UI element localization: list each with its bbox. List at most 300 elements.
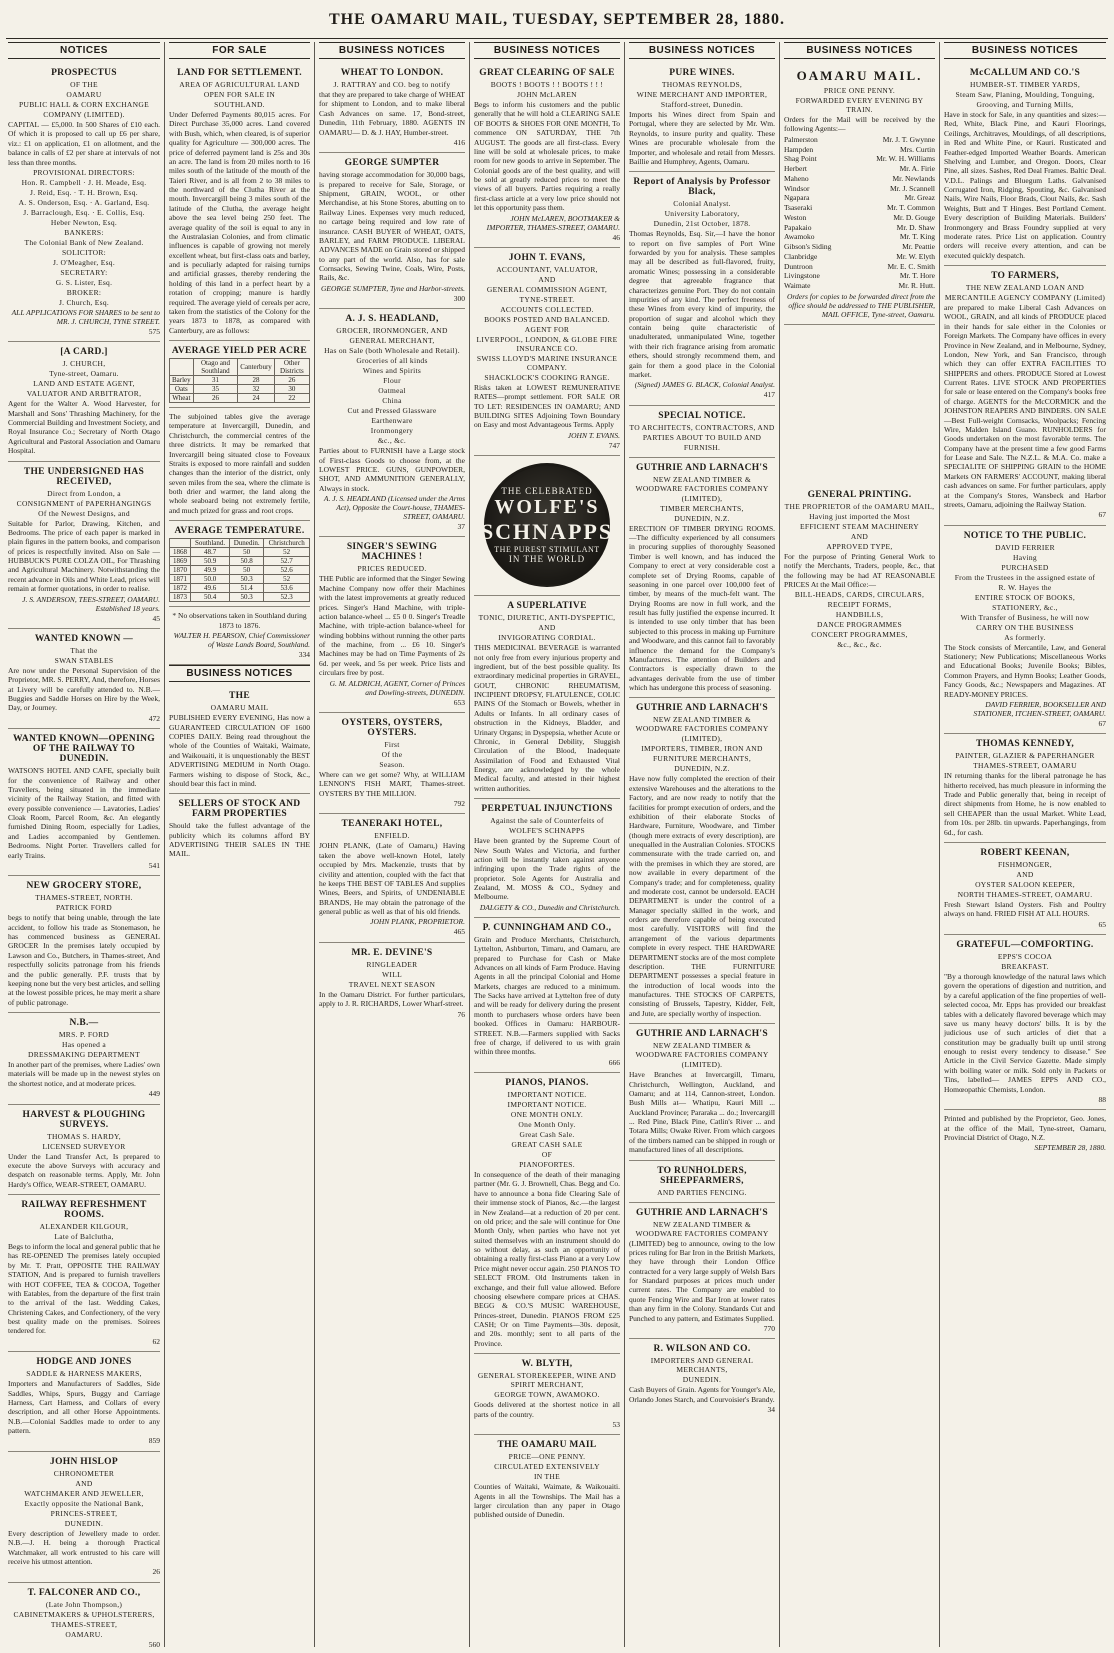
ad-subline: NEW ZEALAND TIMBER & WOODWARE FACTORIES COMPANY [635, 474, 769, 493]
agent-row [784, 252, 935, 262]
ad-number: 46 [612, 232, 620, 242]
table-row [170, 385, 310, 394]
ad-body: In the Oamaru District. For further particulars, apply to J. R. RICHARDS, Lower Wharf-street. [319, 989, 465, 1009]
agent-town: Weston [784, 212, 807, 222]
ad-subline: Of the Newest Designs, and [38, 508, 130, 518]
column-heading: FOR SALE [169, 42, 310, 59]
advertisement [629, 172, 775, 405]
ad-signature: G. M. ALDRICH, AGENT, Corner of Princes and Dowling-streets, DUNEDIN. [329, 678, 465, 697]
ad-headline: W. BLYTH, [521, 1359, 573, 1370]
table-cell: 24 [238, 394, 275, 403]
ad-subline: PAINTER, GLAZIER & PAPERHANGER [955, 751, 1095, 761]
ad-subline: HUMBER-ST. TIMBER YARDS, [970, 80, 1080, 89]
ad-number: 792 [453, 799, 465, 808]
ad-subline: PRICE ONE PENNY. [823, 86, 896, 95]
ad-headline: RAILWAY REFRESHMENT ROOMS. [21, 1200, 147, 1220]
ad-subline: Direct from London, a [47, 488, 121, 498]
ad-subline: OAMARU. [65, 1629, 103, 1639]
data-table [169, 358, 310, 403]
ad-body: THE Public are informed that the Singer Sewing Machine Company now offer their Machines with the latest improvements at greatly reduced prices. Singer's Hand Machine, with triple-action balance-wheel ... £5 0 0. Singer's Treadle Machine, with triple-action balance-wheel for winding bobbins without running the other parts of the machine, from ... £6 10. Singer's Machines may be had on Time Payments of 2s 6d. per week, and 5s per week. Price lists and circulars free by post. [319, 574, 466, 678]
ad-headline: GENERAL PRINTING. [807, 489, 912, 500]
agents-list [784, 135, 935, 291]
ad-subline: CHRONOMETER [53, 1468, 115, 1478]
ad-number: 666 [608, 1057, 620, 1067]
ad-subline: Earthenware [371, 416, 413, 426]
ad-subline: FORWARDED EVERY EVENING BY TRAIN. [795, 96, 924, 114]
ad-subline: TIMBER MERCHANTS, [660, 503, 744, 513]
advertisement [629, 1161, 775, 1203]
table-cell: 52.7 [264, 557, 310, 566]
ad-subline: PRINCES-STREET, [50, 1508, 118, 1518]
agent-town: Duntroon [784, 261, 813, 271]
ad-subline: GENERAL MERCHANT, [349, 336, 435, 346]
ad-headline: THE UNDERSIGNED HAS RECEIVED, [23, 466, 145, 487]
ad-number: 76 [457, 1009, 465, 1019]
advertisement [169, 408, 310, 521]
table-cell: 50.3 [230, 593, 264, 602]
ad-subline: IMPORTERS AND GENERAL MERCHANTS, [650, 1356, 754, 1375]
ad-body: Thomas Reynolds, Esq. Sir,—I have the honor to report on five samples of Port Wine forwarded by you for analysis. These samples may all be described as full-flavored, fruity, aromatic Wines; possessing in a considerable degree that agreeable fragrance that characterizes genuine Port. They do not contain impurities of any kind. The perfect freeness of these Wines from every kind of impurity, the proportion of sugar and alcohol which they contain being quite characteristic of unadulterated, unmanipulated Wine, together with their rich fragrance arising from aromatic ethers, should strongly recommend them, and gain for them a good place in the Colonial market. [629, 229, 775, 379]
ad-headline: GEORGE SUMPTER [344, 158, 440, 169]
ad-number: 541 [148, 860, 160, 870]
table-row [170, 548, 310, 557]
column-business-5 [939, 42, 1110, 1647]
ad-subline: DUNEDIN. [64, 1518, 104, 1528]
ad-headline: AVERAGE TEMPERATURE. [174, 526, 305, 537]
column-heading: BUSINESS NOTICES [319, 42, 465, 59]
ad-body: Under the Land Transfer Act, Is prepared to execute the above Surveys with accuracy and despatch on reasonable terms. Apply, Mr. John Hardy's Office, WEAR-STREET, OAMARU. [8, 1151, 160, 1189]
ad-number: 67 [1098, 718, 1106, 728]
ad-subline: TRAVEL NEXT SEASON [348, 979, 436, 989]
ad-subline: LIVERPOOL, LONDON, & GLOBE FIRE INSURANCE CO. [476, 334, 618, 353]
ad-subline: MERCANTILE AGENCY COMPANY (Limited) [944, 293, 1106, 302]
ad-subline: AND [538, 623, 556, 633]
logo-text: THE CELEBRATED [501, 486, 593, 497]
column-heading: BUSINESS NOTICES [474, 42, 620, 59]
column-for-sale [164, 42, 314, 1647]
ad-subline: Has opened a [61, 1040, 106, 1049]
ad-subline: From the Trustees in the assigned estate of [954, 572, 1096, 582]
table-cell: Barley [170, 376, 194, 385]
advertisement [169, 63, 310, 341]
ad-subline: NEW ZEALAND TIMBER & WOODWARE FACTORIES COMPANY [635, 1041, 769, 1060]
ad-body: Risks taken at LOWEST REMUNERATIVE RATES—prompt settlement. FOR SALE OR TO LET: RESIDENCES IN OAMARU; AND BUILDING SITES Adjoining Town Boundary on Easy and most Advantageous Terms. Apply [474, 382, 620, 430]
ad-subline: ONE MONTH ONLY. [510, 1110, 584, 1119]
ad-subline: SWAN STABLES [54, 655, 114, 665]
agent-row [784, 193, 935, 203]
ad-number: 575 [148, 326, 160, 336]
blank-space [784, 325, 935, 485]
table-cell: 51.4 [230, 584, 264, 593]
ad-body: The subjoined tables give the average temperature at Invercargill, Dunedin, and Christchurch, the commercial centres of the three districts. It may be remarked that Invercargill being situated close to Foveaux Straits is exposed to more rainfall and sudden changes than the interior of the district, only seven miles from the sea, where the climate is both drier and warmer, the land along the whole seaboard being not extremely fertile, and much prized for grass and root crops. [169, 412, 310, 515]
ad-subline: CIRCULATED EXTENSIVELY [494, 1462, 600, 1472]
ad-subline: DRESSMAKING DEPARTMENT [28, 1050, 140, 1059]
advertisement [8, 1352, 160, 1452]
agent-town: Awamoko [784, 232, 815, 242]
agent-name: Mr. D. Gouge [893, 212, 935, 222]
ad-subline: GENERAL COMMISSION AGENT, [486, 284, 608, 294]
agent-town: Windsor [784, 183, 810, 193]
column-business-1 [314, 42, 469, 1647]
ad-body: CAPITAL — £5,000. In 500 Shares of £10 each. Of which it is proposed to call up £6 per share, viz.: £1 on application, £1 on allotment, and the balance in calls of £2 per share at intervals of not less than three months. [8, 120, 160, 167]
agent-name: Mr. W. H. Williams [876, 154, 935, 164]
ad-subline: Steam Saw, Planing, Moulding, Tonguing, [955, 90, 1095, 99]
ad-subline: (LIMITED). [681, 1060, 723, 1070]
ad-subline: Tyne-street, Oamaru. [49, 369, 119, 379]
logo-text: WOLFE'S [494, 496, 600, 519]
table-cell: 1870 [170, 566, 191, 575]
ad-body: are prepared to make Liberal Cash Advances on WOOL, GRAIN, and all kinds of PRODUCE placed in their hands for sale either in the Colonies or Foreign Markets. The Company have offices in every Province in New Zealand, and in Melbourne, Sydney, London, New York, and San Francisco, through which they can offer EXTRA FACILITIES TO SHIPPERS and others. PRODUCE Stored at Lowest Current Rates. LIVE STOCK AND PROPERTIES for sale or lease entered on the Company's books free of charge. AGENTS for the McCORMICK and the JOHNSTON REAPERS AND BINDERS. ON SALE—Best Full-weight Cornsacks, Woolpacks; Fencing Wire, Malden Island Guano. RUNHOLDERS for Goods undertaken on the most favorable terms. The Company have at the present time a few good Farms for Lease and Sale. The N.Z.L. & M.A. Co. make a SPECIALITE OF SHIPPING GRAIN to the HOME Markets ON FARMERS' ACCOUNT, making liberal cash advances on same. For further particulars, apply at the Company's Stores, Wansbeck and Harbor streets, Oamaru, adjoining the Railway Station. [944, 303, 1106, 509]
ad-detail: PROVISIONAL DIRECTORS: [33, 167, 135, 177]
ad-subline: OF [541, 1150, 553, 1159]
agent-row [784, 174, 935, 184]
ad-subline: SHACKLOCK'S COOKING RANGE. [484, 372, 610, 382]
advertisement [8, 63, 160, 342]
ad-subline: &c., &c. [377, 436, 407, 446]
ad-subline: AGENT FOR [524, 324, 570, 334]
column-heading: BUSINESS NOTICES [169, 665, 310, 682]
ad-subline: CARRY ON THE BUSINESS [976, 622, 1074, 632]
ad-body: (LIMITED) beg to announce, owing to the low prices ruling for Bar Iron in the British Markets, they have through their London Office contracted for a very large supply of Welsh Bars for Standard purposes at prices much under current rates. The Company are enabled to quote Fencing Wire and Bar Iron at lower rates than any firm in the Colony. Standards Cut and Punched to any pattern, and Estimates Supplied. [629, 1238, 775, 1323]
ad-detail: J. Reid, Esq. · T. H. Brown, Esq. [30, 187, 138, 197]
ad-subline: Grooving, and Turning Mills, [976, 100, 1074, 109]
ad-number: 67 [1098, 510, 1106, 520]
ad-detail: RECEIPT FORMS, [827, 600, 892, 610]
ad-body: Parties about to FURNISH have a Large stock of First-class Goods to choose from, at the LOWEST PRICE. GUNS, GUNPOWDER, SHOT, AND AMMUNITION GENERALLY, Always in stock. [319, 446, 465, 493]
ad-subline: ALEXANDER KILGOUR, [39, 1222, 129, 1231]
column-heading: NOTICES [8, 42, 160, 59]
advertisement [319, 63, 465, 153]
ad-headline: Report of Analysis by Professor Black, [633, 177, 771, 198]
ad-number: 34 [767, 1405, 775, 1414]
ad-signature: JOHN PLANK, PROPRIETOR. [370, 917, 465, 927]
advertisement [784, 485, 935, 655]
table-cell: 1871 [170, 575, 191, 584]
ad-subline: DUNEDIN, N.Z. [674, 764, 730, 774]
ad-headline: PERPETUAL INJUNCTIONS [481, 804, 613, 815]
ad-subline: One Month Only. [518, 1120, 576, 1129]
ad-headline: GUTHRIE AND LARNACH'S [636, 1207, 768, 1218]
table-header-cell: Otago and Southland [193, 359, 238, 376]
table-header-cell: Christchurch [264, 539, 310, 548]
column-notices [4, 42, 164, 1647]
ad-signature: Orders for copies to be forwarded direct from the office should be addressed to THE PUBLISHER, MAIL OFFICE, Tyne-street, Oamaru. [786, 291, 935, 319]
page-title: THE OAMARU MAIL, TUESDAY, SEPTEMBER 28, 1880. [328, 11, 786, 28]
ad-headline: R. WILSON AND CO. [653, 1344, 751, 1355]
ad-note: * No observations taken in Southland during 1873 to 1876. [172, 611, 307, 630]
ad-detail: SECRETARY: [60, 267, 108, 277]
ad-subline: Having just imported the Most [809, 511, 910, 521]
agent-row [784, 213, 935, 223]
ad-subline: THAMES-STREET, OAMARU [973, 761, 1077, 771]
advertisement [319, 537, 465, 713]
agent-town: Ngapara [784, 193, 810, 203]
table-cell: 30 [274, 385, 309, 394]
table-cell: 49.9 [191, 566, 230, 575]
advertisement [944, 935, 1106, 1110]
ad-subline: EPPS'S COCOA [997, 952, 1053, 961]
ad-subline: JOHN McLAREN [517, 90, 577, 99]
ad-number: 859 [148, 1436, 160, 1446]
ad-subline: ENTIRE STOCK OF BOOKS, [974, 592, 1076, 602]
ad-body: WATSON'S HOTEL AND CAFE, specially built for the convenience of Railway and other Travellers, being situated in the immediate vicinity of the Railway Station, and fitted with every possible convenience — Lavatories, Ladies' Cloak Room, Parcel Room, &c. An elegantly furnished Dining Room, especially for Ladies, and Ladies accompanied by Gentlemen. Bedrooms. Night Porter. Travellers called for early Trains. [8, 766, 160, 860]
ad-subline: Of the [381, 749, 403, 759]
ad-headline: GUTHRIE AND LARNACH'S [636, 462, 768, 473]
ad-body: "By a thorough knowledge of the natural laws which govern the operations of digestion and nutrition, and by a careful application of the fine properties of well-selected cocoa, Mr. Epps has provided our breakfast tables with a delicately flavored beverage which may save us many heavy doctors' bills. It is by the judicious use of such articles of diet that a constitution may be gradually built up until strong enough to resist every tendency to disease." See Article in the Civil Service Gazette. Made simply with boiling water or milk. Sold only in Packets or Tins, labelled— JAMES EPPS AND CO., Homœopathic Chemists, London. [944, 972, 1106, 1094]
ad-subline: J. CHURCH, [62, 359, 106, 369]
agent-row [784, 145, 935, 155]
advertisement [629, 406, 775, 458]
ad-subline: GROCER, IRONMONGER, AND [336, 326, 448, 336]
ad-number: 417 [763, 390, 775, 400]
logo-text: IN THE WORLD [508, 554, 586, 565]
table-header-cell: Southland. [191, 539, 230, 548]
ad-headline: TEANERAKI HOTEL, [341, 819, 443, 830]
ad-headline: NOTICE TO THE PUBLIC. [963, 530, 1087, 541]
ad-body: Begs to inform the local and general public that he has RE-OPENED The premises lately occupied by Mr. T. Pratt, OPPOSITE THE RAILWAY STATION, And is prepared to furnish travellers with HOT COFFEE, TEA & COCOA, Together with Eatables, from the departure of the first train to the arrival of the last. Wedding Cakes, Christening Cakes, and Confectionery, of the very best quality made on the premises. Soirees tendered for. [8, 1242, 160, 1336]
ad-subline: THOMAS S. HARDY, [47, 1131, 121, 1141]
ad-body: Begs to inform his customers and the public generally that he will hold a CLEARING SALE OF BOOTS & SHOES FOR ONE MONTH, To commence ON SATURDAY, THE 7th AUGUST. The goods are all first-class. Every line will be sold at wholesale prices, to make room for new goods to arrive in September. The Colonial goods are of the best quality, and will be sold at greatly reduced prices to meet the views of all buyers. Parties requiring a really first-class article at a very low price should not let this opportunity pass them. [474, 100, 620, 213]
advertisement [8, 342, 160, 461]
agent-row [784, 281, 935, 291]
advertisement [169, 607, 310, 665]
ad-detail: BANKERS: [64, 227, 104, 237]
ad-subline: TO ARCHITECTS, CONTRACTORS, AND [629, 422, 775, 432]
ad-subline: Dunedin, 21st October, 1878. [653, 219, 751, 229]
ad-subline: OAMARU MAIL [210, 703, 269, 713]
ad-subline: WATCHMAKER AND JEWELLER, [24, 1488, 144, 1498]
ad-number: 26 [152, 1567, 160, 1577]
advertisement [474, 799, 620, 918]
table-header-cell: Other Districts [274, 359, 309, 376]
advertisement [629, 458, 775, 699]
agent-name: Mrs. Curtin [899, 144, 935, 154]
ad-subline: LAND AND ESTATE AGENT, [33, 379, 135, 389]
advertisement [319, 713, 465, 815]
ad-detail: BILL-HEADS, CARDS, CIRCULARS, [794, 590, 925, 600]
ad-headline: N.B.— [69, 1018, 99, 1028]
ad-headline: PURE WINES. [669, 68, 735, 78]
ad-subline: FISHMONGER, [998, 859, 1052, 869]
ad-headline: OAMARU MAIL. [796, 68, 923, 83]
ad-headline: ROBERT KEENAN, [980, 847, 1070, 858]
ad-subline: VALUATOR AND ARBITRATOR, [26, 389, 142, 399]
advertisement [474, 1435, 620, 1525]
logo-text: THE PUREST STIMULANT [494, 545, 600, 555]
ad-number: 45 [152, 613, 160, 623]
ad-subline: AREA OF AGRICULTURAL LAND [179, 80, 300, 89]
ad-subline: EFFICIENT STEAM MACHINERY [799, 521, 920, 531]
ad-body: that they are prepared to take charge of WHEAT for shipment to London, and to make liberal Cash Advances on same. 17, Bond-street, Dunedin, 11th February, 1880. AGENTS IN OAMARU— D. & J. HAY, Humber-street. [319, 90, 465, 137]
ad-detail: The Colonial Bank of New Zealand. [24, 237, 144, 247]
ad-detail: DANCE PROGRAMMES [816, 620, 903, 630]
agent-town: Livingstone [784, 271, 820, 281]
ad-body: Imports his Wines direct from Spain and Portugal, where they are selected by Mr. Wm. Reynolds, to insure purity and quality. These Wines are procurable wholesale from the Importer, and wholesale and retail from Messrs. Baillie and Humphrey, Agents, Oamaru. [629, 110, 775, 166]
ad-subline: Season. [379, 759, 405, 769]
advertisement [474, 918, 620, 1073]
ad-number: 449 [148, 1089, 160, 1099]
ad-signature: A. J. S. HEADLAND (Licensed under the Arms Act), Opposite the Court-house, THAMES-STREET, OAMARU. [323, 494, 465, 521]
table-cell: 52 [264, 575, 310, 584]
ad-body: Have been granted by the Supreme Court of New South Wales and Victoria, and further action will be instantly taken against anyone infringing upon the Trade rights of the proprietor. Sole Agents for Australia and Zealand, M. MOSS & CO., Sydney and Melbourne. [474, 836, 620, 902]
table-cell: 1869 [170, 557, 191, 566]
ad-body: Are now under the Personal Supervision of the Proprietor, MR. S. PERRY, And, therefore, Horses at Livery will be carefully attended to. N.B.—Buggies and Saddle Horses on Hire by the Week, Day, or Journey. [8, 665, 160, 713]
ad-subline: (Late John Thompson,) [45, 1599, 123, 1609]
table-header-cell: Canterbury [238, 359, 275, 376]
advertisement [629, 63, 775, 172]
ad-subline: APPROVED TYPE, [826, 541, 893, 551]
ad-number: 65 [1098, 919, 1106, 929]
ad-detail: Heber Newton, Esq. [50, 217, 118, 227]
agent-name: Mr. T. Common [886, 203, 935, 212]
table-header-cell [170, 539, 191, 548]
ad-subline: PATRICK FORD [55, 903, 113, 913]
ad-subline: That the [70, 645, 98, 655]
table-cell: 1873 [170, 593, 191, 602]
advertisement [629, 1024, 775, 1160]
ad-subline: AND [538, 274, 556, 284]
ad-subline: FURNISH. [683, 442, 721, 452]
ad-body: Agent for the Walter A. Wood Harvester, for Marshall and Sons' Thrashing Machinery, for the Commercial Building and Investment Society, and Royal Insurance Co.; Secretary of North Otago Agricultural and Pastoral Association and Oamaru Hospital. [8, 399, 160, 456]
table-cell: 52 [264, 548, 310, 557]
column-business-4 [779, 42, 939, 1647]
table-row [170, 376, 310, 385]
ad-subline: Colonial Analyst. [673, 199, 731, 209]
agent-town: Palmerston [784, 134, 818, 144]
ad-subline: INVIGORATING CORDIAL. [498, 633, 596, 643]
ad-subline: SWISS LLOYD'S MARINE INSURANCE COMPANY. [476, 353, 618, 372]
agent-town: Waimate [784, 281, 811, 290]
ad-headline: SELLERS OF STOCK AND FARM PROPERTIES [178, 799, 301, 820]
ad-body: Cash Buyers of Grain. Agents for Younger's Ale, Orlando Jones Starch, and Courvoisier's Brandy. [629, 1385, 775, 1404]
ad-detail: J. O'Meagher, Esq. [52, 257, 116, 267]
ad-subline: Groceries of all kinds [356, 356, 428, 366]
advertisement [629, 1203, 775, 1340]
ad-signature: J. S. ANDERSON, TEES-STREET, OAMARU. Established 18 years. [22, 594, 160, 613]
ad-number: 560 [148, 1639, 160, 1647]
ad-subline: BOOKS POSTED AND BALANCED. [484, 314, 610, 324]
table-cell: 50.9 [191, 557, 230, 566]
agent-row [784, 135, 935, 145]
ad-number: 770 [763, 1323, 775, 1333]
ad-subline: PRICE—ONE PENNY. [508, 1452, 586, 1462]
advertisement [319, 943, 465, 1024]
ad-body: Fresh Stewart Island Oysters. Fish and Poultry always on hand. FRIED FISH AT ALL HOURS. [944, 899, 1106, 919]
ad-headline: SPECIAL NOTICE. [658, 410, 746, 421]
ad-detail: J. Barraclough, Esq. · E. Collis, Esq. [23, 207, 145, 217]
ad-subline: THOMAS REYNOLDS, [661, 80, 743, 89]
agent-name: Mr. R. Hutt. [898, 281, 935, 290]
advertisement [8, 462, 160, 629]
advertisement [169, 686, 310, 794]
ad-subline: First [384, 739, 400, 749]
ad-detail: HANDBILLS, [835, 610, 884, 620]
ad-headline: HODGE AND JONES [36, 1357, 132, 1368]
ad-subline: STATIONERY, &c., [992, 602, 1058, 612]
ad-subline: IMPORTANT NOTICE. [507, 1090, 587, 1099]
ad-body: Goods delivered at the shortest notice in all parts of the country. [474, 1400, 620, 1419]
advertisement [8, 629, 160, 729]
ad-headline: WANTED KNOWN—OPENING OF THE RAILWAY TO DUNEDIN. [13, 734, 155, 765]
ad-body: ERECTION OF TIMBER DRYING ROOMS.—The difficulty experienced by all consumers in procuring supplies of thoroughly Seasoned Timber is well known, and has induced the Company to erect at very considerable cost a complete set of Drying Rooms, capable of seasoning in one parcel over 100,000 feet of timber, by means of the much-felt want. The Drying Rooms are now in full work, and the result has fully justified the expense incurred. It is intended to use only timber that has been subjected to this process in making up Furniture and Woodware, and this cannot fail to favorably influence the demand for the Company's Manufactures. The attention of Builders and Contractors is especially drawn to the advantages derivable from the use of timber which has undergone this process of seasoning. [629, 523, 775, 692]
advertisement [474, 596, 620, 799]
ad-subline: THE NEW ZEALAND LOAN AND [965, 283, 1085, 292]
table-cell: 50 [230, 548, 264, 557]
advertisement [8, 876, 160, 1013]
ad-headline: JOHN HISLOP [50, 1456, 118, 1467]
agent-row [784, 271, 935, 281]
ad-headline: NEW GROCERY STORE, [26, 881, 142, 892]
ad-subline: IN THE [533, 1472, 561, 1482]
agent-name: Mr. Newlands [892, 173, 935, 183]
column-heading: BUSINESS NOTICES [629, 42, 775, 59]
ad-signature: DALGETY & CO., Dunedin and Christchurch. [479, 902, 620, 912]
agent-town: Papakaio [784, 222, 812, 232]
ad-signature: JOHN McLAREN, BOOTMAKER & IMPORTER, THAMES-STREET, OAMARU. [486, 213, 620, 232]
agent-row [784, 184, 935, 194]
ad-subline: R. W. Hayes the [998, 582, 1052, 592]
table-row [170, 557, 310, 566]
ad-signature: DAVID FERRIER, BOOKSELLER AND STATIONER, ITCHEN-STREET, OAMARU. [973, 699, 1106, 718]
table-cell: 1868 [170, 548, 191, 557]
ad-headline: P. CUNNINGHAM AND CO., [482, 922, 612, 933]
ad-headline: [A CARD.] [60, 347, 108, 358]
ad-subline: COMPANY (LIMITED). [43, 110, 125, 119]
ad-subline: Ironmongery [370, 426, 414, 436]
ad-subline: WINE MERCHANT AND IMPORTER, [636, 90, 768, 99]
ad-number: 653 [453, 697, 465, 707]
table-cell: 26 [193, 394, 238, 403]
ad-headline: LAND FOR SETTLEMENT. [177, 68, 302, 78]
ad-body: Orders for the Mail will be received by the following Agents:— [784, 115, 935, 134]
agent-name: Mr. W. Elyth [896, 251, 935, 261]
agent-town: Maheno [784, 173, 809, 183]
agent-name: Mr. Greaz [904, 193, 935, 203]
ad-subline: PURCHASED [1001, 562, 1049, 572]
ad-subline: China [382, 396, 402, 406]
ad-body: The Stock consists of Mercantile, Law, and General Stationery; New Publications; Miscellaneous Works and Educational Books; Juvenile Books; Bibles, Common Prayers, and Hymn Books; Leather Goods, Fancy Goods, &c.; Newspapers and Magazines. AT READY-MONEY PRICES. [944, 642, 1106, 699]
ad-headline: T. FALCONER AND CO., [27, 1587, 141, 1598]
ad-subline: PRICES REDUCED. [357, 564, 427, 574]
table-cell: 52.3 [264, 593, 310, 602]
ad-headline: HARVEST & PLOUGHING SURVEYS. [22, 1109, 146, 1130]
ad-headline: TO FARMERS, [991, 271, 1059, 281]
agent-name: Mr. D. Shaw [896, 222, 935, 232]
agent-row [784, 242, 935, 252]
table-cell: 49.6 [191, 584, 230, 593]
ad-subline: OF THE [70, 80, 98, 89]
ad-subline: GENERAL STOREKEEPER, WINE AND SPIRIT MERCHANT, [477, 1371, 617, 1390]
table-header-cell: Dunedin. [230, 539, 264, 548]
advertisement [8, 1452, 160, 1583]
table-row [170, 566, 310, 575]
advertisement [8, 1583, 160, 1647]
agent-row [784, 154, 935, 164]
masthead [0, 0, 1114, 40]
ad-subline: Oatmeal [378, 386, 406, 396]
ad-body: Should take the fullest advantage of the publicity which its columns afford BY ADVERTISING THEIR SALES IN THE MAIL. [169, 821, 310, 859]
ad-body: Have in stock for Sale, in any quantities and sizes:— Red, White, Black Pine, and Kauri Floorings, Ceilings, Architraves, Mouldings, of all descriptions, in Red and White Pine, or Kauri. Rusticated and Feather-edged Imported Weather Boards. American Shelving and Lumber, and Oregon. Doors, Clear Pine, all sizes. Sashes, Red Deal Frames. Baltic Deal. V.D.L. Palings and Bluegum Laths. Galvanised Corrugated Iron, Ridging, Spouting, &c. Galvanised Nails, Wire Nails, Floor Brads, Clout Nails, &c. Sash Weights, Butt and T Hinges. Best Portland Cement. Every description of Building Materials. Builders' Ironmongery and Brass Foundry supplied at very moderate rates. Price List on application. Country orders will receive every attention, and can be executed quickly despatch. [944, 110, 1106, 260]
ad-subline: TYNE-STREET. [519, 294, 575, 304]
ad-subline: BOOTS ! BOOTS ! ! BOOTS ! ! ! [490, 80, 604, 89]
column-business-2 [469, 42, 624, 1647]
ad-subline: AND [75, 1478, 93, 1488]
ad-subline: THAMES-STREET, [50, 1619, 118, 1629]
ad-body: Where can we get some? Why, at WILLIAM LENNON'S FISH MART, Thames-street. OYSTERS BY THE MILLION. [319, 769, 465, 798]
ad-subline: OYSTER SALOON KEEPER, [975, 879, 1075, 889]
ad-detail: G. S. Lister, Esq. [55, 277, 113, 287]
table-cell: 28 [238, 376, 275, 385]
